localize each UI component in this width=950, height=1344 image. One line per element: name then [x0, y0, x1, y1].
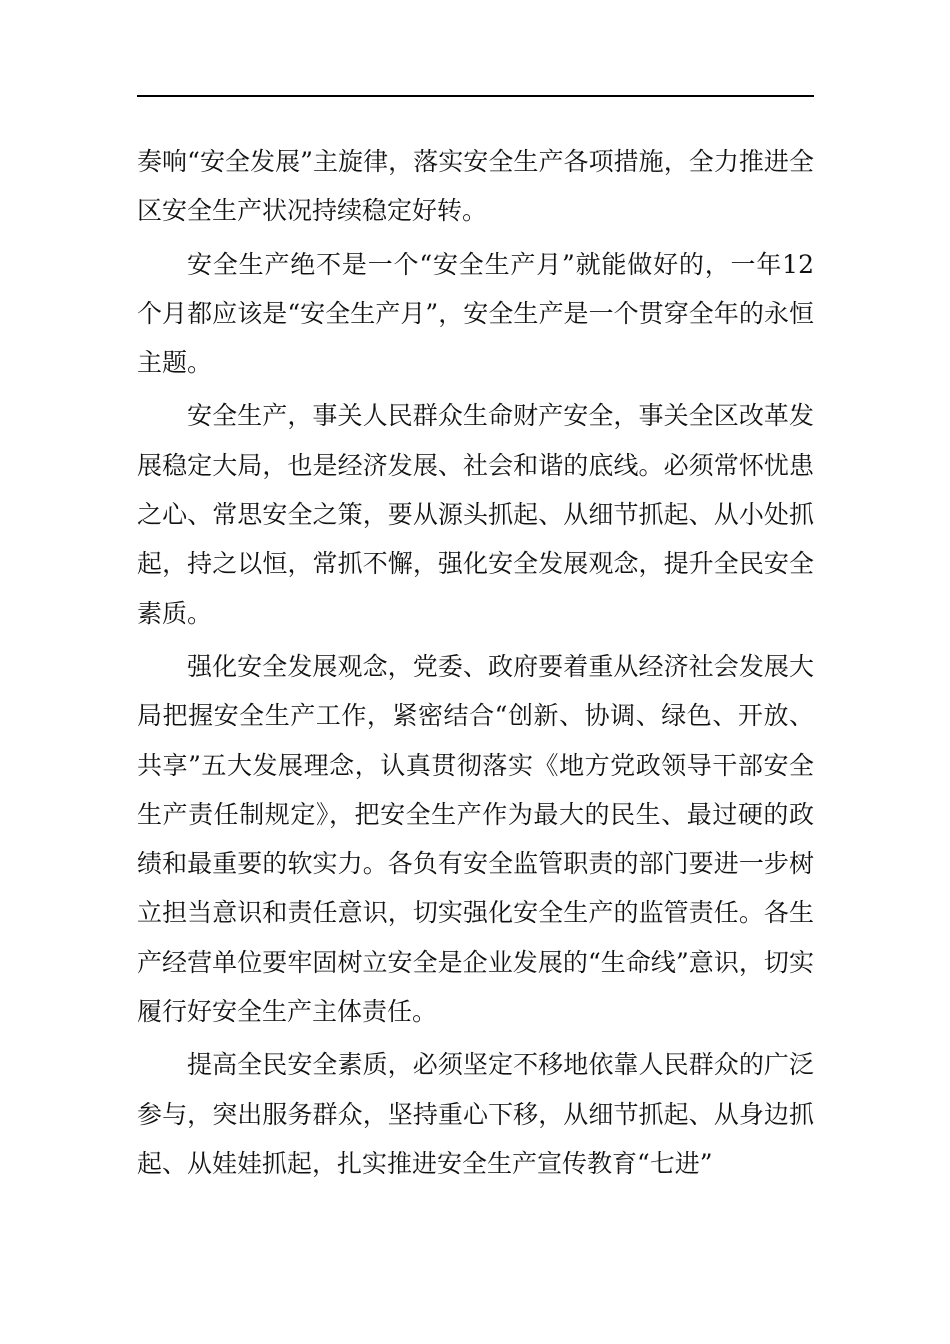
header-rule — [137, 95, 814, 97]
paragraph-2: 安全生产绝不是一个“安全生产月”就能做好的，一年12个月都应该是“安全生产月”，安全生产是一个贯穿全年的永恒主题。 — [137, 249, 814, 378]
document-body — [137, 137, 814, 1192]
paragraph-1: 奏响“安全发展”主旋律，落实安全生产各项措施，全力推进全区安全生产状况持续稳定好转。 — [137, 147, 814, 226]
paragraph-5: 提高全民安全素质，必须坚定不移地依靠人民群众的广泛参与，突出服务群众，坚持重心下移，从细节抓起、从身边抓起、从娃娃抓起，扎实推进安全生产宣传教育“七进” — [137, 1050, 814, 1178]
paragraph-3: 安全生产，事关人民群众生命财产安全，事关全区改革发展稳定大局，也是经济发展、社会和谐的底线。必须常怀忧患之心、常思安全之策，要从源头抓起、从细节抓起、从小处抓起，持之以恒，常抓不懈，强化安全发展观念，提升全民安全素质。 — [137, 401, 814, 628]
paragraph-4: 强化安全发展观念，党委、政府要着重从经济社会发展大局把握安全生产工作，紧密结合“创新、协调、绿色、开放、共享”五大发展理念，认真贯彻落实《地方党政领导干部安全生产责任制规定》，把安全生产作为最大的民生、最过硬的政绩和最重要的软实力。各负有安全监管职责的部门要进一步树立担当意识和责任意识，切实强化安全生产的监管责任。各生产经营单位要牢固树立安全是企业发展的“生命线”意识，切实履行好安全生产主体责任。 — [137, 651, 814, 1027]
